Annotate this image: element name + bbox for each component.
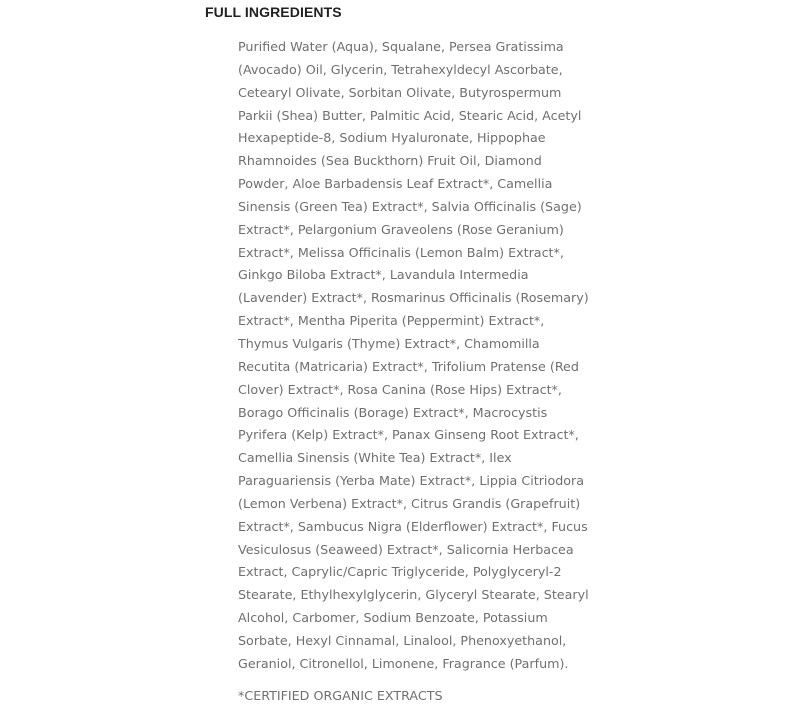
ingredient-line: Extract*, Melissa Officinalis (Lemon Balm) Extract*, (238, 244, 564, 260)
ingredient-line: Alcohol, Carbomer, Sodium Benzoate, Potassium (238, 610, 548, 626)
ingredient-list (238, 36, 593, 676)
ingredient-line: (Avocado) Oil, Glycerin, Tetrahexyldecyl Ascorbate, (238, 61, 563, 77)
ingredient-line: Cetearyl Olivate, Sorbitan Olivate, Butyrospermum (238, 84, 562, 100)
ingredient-line: Extract, Caprylic/Capric Triglyceride, Polyglyceryl-2 (238, 564, 562, 580)
ingredient-line: Clover) Extract*, Rosa Canina (Rose Hips) Extract*, (238, 381, 562, 397)
ingredient-line: Geraniol, Citronellol, Limonene, Fragrance (Parfum). (238, 655, 569, 671)
ingredient-line: Extract*, Sambucus Nigra (Elderflower) Extract*, Fucus (238, 518, 588, 534)
ingredient-line: (Lemon Verbena) Extract*, Citrus Grandis (Grapefruit) (238, 495, 581, 511)
ingredient-line: Sinensis (Green Tea) Extract*, Salvia Officinalis (Sage) (238, 198, 582, 214)
ingredient-line: Hexapeptide-8, Sodium Hyaluronate, Hippophae (238, 130, 546, 146)
ingredient-line: Recutita (Matricaria) Extract*, Trifolium Pratense (Red (238, 358, 579, 374)
ingredient-line: Vesiculosus (Seaweed) Extract*, Salicornia Herbacea (238, 541, 574, 557)
ingredient-line: Purified Water (Aqua), Squalane, Persea Gratissima (238, 39, 564, 54)
ingredient-line: Powder, Aloe Barbadensis Leaf Extract*, Camellia (238, 176, 553, 192)
ingredient-line: Borago Officinalis (Borage) Extract*, Macrocystis (238, 404, 548, 420)
ingredient-line: Rhamnoides (Sea Buckthorn) Fruit Oil, Diamond (238, 153, 542, 169)
ingredient-line: Extract*, Mentha Piperita (Peppermint) Extract*, (238, 313, 545, 329)
ingredient-line: Stearate, Ethylhexylglycerin, Glyceryl Stearate, Stearyl (238, 587, 589, 603)
organic-footnote: *CERTIFIED ORGANIC EXTRACTS (238, 688, 443, 703)
ingredient-line: Extract*, Pelargonium Graveolens (Rose Geranium) (238, 221, 564, 237)
ingredient-line: Pyrifera (Kelp) Extract*, Panax Ginseng Root Extract*, (238, 427, 579, 443)
ingredient-line: Camellia Sinensis (White Tea) Extract*, Ilex (238, 450, 512, 466)
ingredient-line: Thymus Vulgaris (Thyme) Extract*, Chamomilla (238, 335, 540, 351)
ingredient-line: Ginkgo Biloba Extract*, Lavandula Intermedia (238, 267, 529, 283)
ingredient-line: Parkii (Shea) Butter, Palmitic Acid, Stearic Acid, Acetyl (238, 107, 582, 123)
ingredient-line: (Lavender) Extract*, Rosmarinus Officinalis (Rosemary) (238, 290, 589, 306)
ingredient-line: Sorbate, Hexyl Cinnamal, Linalool, Phenoxyethanol, (238, 632, 567, 648)
section-heading: FULL INGREDIENTS (205, 4, 342, 20)
ingredient-line: Paraguariensis (Yerba Mate) Extract*, Lippia Citriodora (238, 473, 585, 489)
